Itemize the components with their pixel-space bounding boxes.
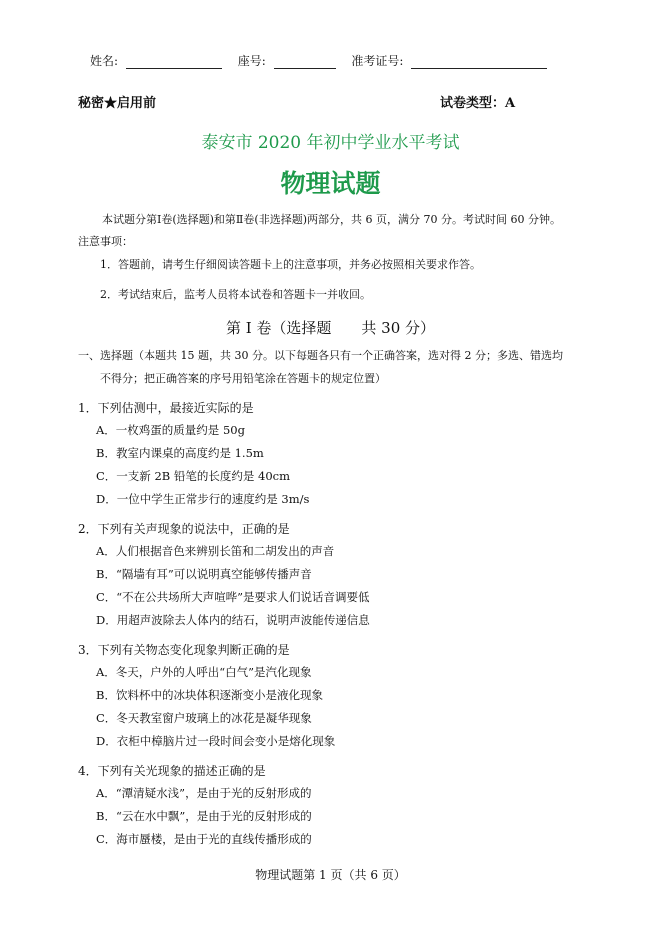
option: D．衣柜中樟脑片过一段时间会变小是熔化现象 [96,734,336,748]
option: B．“云在水中飘”，是由于光的反射形成的 [96,809,312,823]
note-item: 2．考试结束后，监考人员将本试卷和答题卡一并收回。 [100,288,371,301]
question-stem: 3．下列有关物态变化现象判断正确的是 [78,643,290,657]
instructions-line: 不得分；把正确答案的序号用铅笔涂在答题卡的规定位置） [100,372,386,385]
paper-type: 试卷类型：A [440,96,516,111]
question-stem: 2．下列有关声现象的说法中，正确的是 [78,522,290,536]
name-label: 姓名: [90,54,119,68]
subject-title: 物理试题 [280,169,381,198]
seat-blank[interactable] [274,54,336,69]
option: C．海市蜃楼，是由于光的直线传播形成的 [96,832,312,846]
instructions-line: 一、选择题（本题共 15 题，共 30 分。以下每题各只有一个正确答案，选对得 2 分；多选、错选均 [78,349,563,362]
page-footer: 物理试题第 1 页（共 6 页） [255,868,406,882]
name-blank[interactable] [126,54,222,69]
note-item: 1．答题前，请考生仔细阅读答题卡上的注意事项，并务必按照相关要求作答。 [100,258,481,271]
option: B．“隔墙有耳”可以说明真空能够传播声音 [96,567,312,581]
secret-label: 秘密★启用前 [78,96,157,111]
option: A．人们根据音色来辨别长笛和二胡发出的声音 [96,544,335,558]
option: D．一位中学生正常步行的速度约是 3m/s [96,492,310,506]
option: B．教室内课桌的高度约是 1.5m [96,446,264,460]
option: C．“不在公共场所大声喧哗”是要求人们说话音调要低 [96,590,370,604]
option: A．冬天，户外的人呼出“白气”是汽化现象 [96,665,312,679]
header-row [90,52,547,69]
question-stem: 1．下列估测中，最接近实际的是 [78,401,254,415]
option: A．“潭清疑水浅”，是由于光的反射形成的 [96,786,312,800]
option: A．一枚鸡蛋的质量约是 50g [96,423,245,437]
option: C．一支新 2B 铅笔的长度约是 40cm [96,469,291,483]
notes-heading: 注意事项： [78,235,133,248]
ticket-blank[interactable] [411,54,547,69]
exam-title: 泰安市 2020 年初中学业水平考试 [201,133,460,153]
question-stem: 4．下列有关光现象的描述正确的是 [78,764,266,778]
option: C．冬天教室窗户玻璃上的冰花是凝华现象 [96,711,312,725]
option: B．饮料杯中的冰块体积逐渐变小是液化现象 [96,688,323,702]
ticket-label: 准考证号: [351,54,404,68]
seat-label: 座号: [237,54,266,68]
intro-text: 本试题分第Ⅰ卷(选择题)和第Ⅱ卷(非选择题)两部分，共 6 页，满分 70 分。考试时间 60 分钟。 [102,213,561,226]
section-title: 第 Ⅰ 卷（选择题 共 30 分） [225,319,436,337]
option: D．用超声波除去人体内的结石，说明声波能传递信息 [96,613,370,627]
